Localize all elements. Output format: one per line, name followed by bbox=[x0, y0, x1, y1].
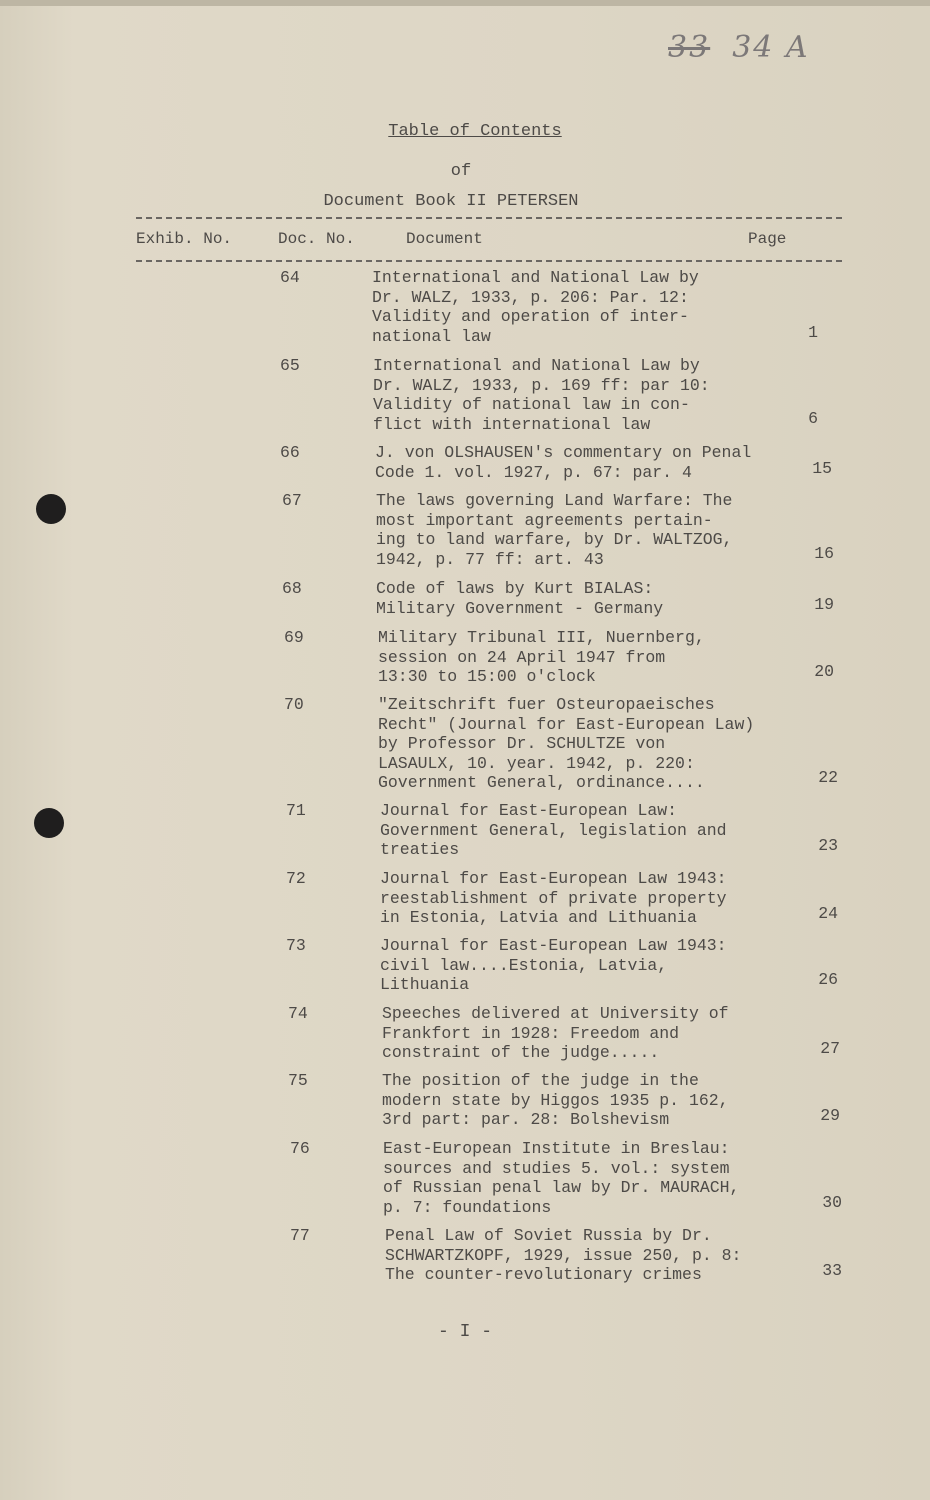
description-line: "Zeitschrift fuer Osteuropaeisches bbox=[378, 695, 715, 714]
page-ref: 33 bbox=[822, 1261, 842, 1280]
document-description bbox=[385, 1226, 845, 1285]
document-description bbox=[382, 1004, 842, 1063]
doc-number: 77 bbox=[290, 1226, 310, 1245]
col-header-exhib: Exhib. No. bbox=[136, 230, 233, 248]
page-ref: 16 bbox=[814, 544, 834, 563]
description-line: by Professor Dr. SCHULTZE von bbox=[378, 734, 666, 753]
description-line: modern state by Higgos 1935 p. 162, bbox=[382, 1090, 729, 1110]
description-line: Lithuania bbox=[380, 975, 470, 994]
doc-number: 70 bbox=[284, 695, 304, 714]
divider bbox=[136, 217, 842, 219]
document-description bbox=[382, 1071, 842, 1130]
description-line: 1942, p. 77 ff: art. 43 bbox=[376, 549, 604, 569]
description-line: Government General, ordinance.... bbox=[378, 773, 705, 792]
description-line: International and National Law by bbox=[372, 268, 699, 287]
description-line: treaties bbox=[380, 840, 460, 859]
col-header-page: Page bbox=[748, 230, 787, 248]
doc-number: 76 bbox=[290, 1139, 310, 1158]
doc-number: 75 bbox=[288, 1071, 308, 1090]
description-line: 3rd part: par. 28: Bolshevism bbox=[382, 1110, 670, 1129]
description-line: East-European Institute in Breslau: bbox=[383, 1139, 730, 1158]
page-ref: 19 bbox=[814, 595, 834, 614]
page-ref: 26 bbox=[818, 970, 838, 989]
description-line: Code of laws by Kurt BIALAS: bbox=[376, 579, 654, 598]
top-edge bbox=[0, 0, 930, 6]
document-description bbox=[373, 356, 833, 434]
page-ref: 23 bbox=[818, 836, 838, 855]
document-description bbox=[380, 801, 840, 860]
document-description bbox=[380, 869, 840, 928]
punch-hole bbox=[36, 494, 66, 524]
description-line: LASAULX, 10. year. 1942, p. 220: bbox=[378, 753, 695, 773]
document-description bbox=[378, 628, 838, 687]
page-ref: 6 bbox=[808, 409, 818, 428]
description-line: Frankfort in 1928: Freedom and bbox=[382, 1023, 680, 1043]
description-line: Penal Law of Soviet Russia by Dr. bbox=[385, 1226, 712, 1245]
doc-number: 68 bbox=[282, 579, 302, 598]
description-line: The position of the judge in the bbox=[382, 1071, 699, 1090]
description-line: J. von OLSHAUSEN's commentary on Penal bbox=[375, 443, 752, 462]
document-description bbox=[372, 268, 832, 346]
description-line: Journal for East-European Law 1943: bbox=[380, 936, 727, 955]
description-line: flict with international law bbox=[373, 414, 651, 434]
description-line: Recht" (Journal for East-European Law) bbox=[378, 714, 755, 734]
description-line: most important agreements pertain- bbox=[376, 510, 713, 530]
doc-number: 66 bbox=[280, 443, 300, 462]
page-title: Table of Contents bbox=[388, 122, 562, 141]
page-ref: 29 bbox=[820, 1106, 840, 1125]
description-line: of Russian penal law by Dr. MAURACH, bbox=[383, 1178, 740, 1197]
description-line: Government General, legislation and bbox=[380, 820, 727, 840]
divider bbox=[136, 260, 842, 262]
page-ref: 27 bbox=[820, 1039, 840, 1058]
description-line: session on 24 April 1947 from bbox=[378, 647, 666, 667]
document-description bbox=[383, 1139, 843, 1217]
doc-number: 71 bbox=[286, 801, 306, 820]
doc-number: 69 bbox=[284, 628, 304, 647]
punch-hole bbox=[34, 808, 64, 838]
description-line: Dr. WALZ, 1933, p. 169 ff: par 10: bbox=[373, 375, 710, 395]
description-line: reestablishment of private property bbox=[380, 888, 727, 908]
description-line: International and National Law by bbox=[373, 356, 700, 375]
description-line: p. 7: foundations bbox=[383, 1197, 552, 1217]
page-ref: 20 bbox=[814, 662, 834, 681]
description-line: Validity and operation of inter- bbox=[372, 307, 689, 326]
description-line: constraint of the judge..... bbox=[382, 1043, 660, 1062]
page-ref: 1 bbox=[808, 323, 818, 342]
document-description bbox=[380, 936, 840, 995]
document-description bbox=[376, 579, 836, 618]
page-ref: 30 bbox=[822, 1193, 842, 1212]
document-description bbox=[375, 443, 835, 482]
page-subtitle: Document Book II PETERSEN bbox=[323, 192, 579, 211]
doc-number: 64 bbox=[280, 268, 300, 287]
description-line: sources and studies 5. vol.: system bbox=[383, 1158, 730, 1178]
description-line: Military Government - Germany bbox=[376, 598, 664, 618]
page-ref: 24 bbox=[818, 904, 838, 923]
description-line: civil law....Estonia, Latvia, bbox=[380, 955, 668, 975]
page-ref: 15 bbox=[812, 459, 832, 478]
description-line: Code 1. vol. 1927, p. 67: par. 4 bbox=[375, 462, 692, 482]
description-line: Journal for East-European Law: bbox=[380, 801, 678, 820]
document-description bbox=[378, 695, 838, 793]
doc-number: 67 bbox=[282, 491, 302, 510]
title-of: of bbox=[450, 162, 472, 181]
doc-number: 73 bbox=[286, 936, 306, 955]
description-line: in Estonia, Latvia and Lithuania bbox=[380, 908, 697, 927]
page-footer: - I - bbox=[437, 1322, 492, 1342]
doc-number: 74 bbox=[288, 1004, 308, 1023]
doc-number: 72 bbox=[286, 869, 306, 888]
description-line: ing to land warfare, by Dr. WALTZOG, bbox=[376, 530, 733, 549]
description-line: Military Tribunal III, Nuernberg, bbox=[378, 628, 705, 647]
page-number: 34 A bbox=[732, 30, 810, 65]
description-line: national law bbox=[372, 326, 491, 346]
description-line: Journal for East-European Law 1943: bbox=[380, 869, 727, 888]
description-line: 13:30 to 15:00 o'clock bbox=[378, 667, 596, 686]
description-line: Dr. WALZ, 1933, p. 206: Par. 12: bbox=[372, 287, 689, 307]
description-line: SCHWARTZKOPF, 1929, issue 250, p. 8: bbox=[385, 1245, 742, 1265]
description-line: Speeches delivered at University of bbox=[382, 1004, 729, 1023]
handwritten-page-number bbox=[668, 30, 810, 65]
description-line: Validity of national law in con- bbox=[373, 395, 690, 414]
description-line: The counter-revolutionary crimes bbox=[385, 1265, 702, 1284]
document-description bbox=[376, 491, 836, 569]
col-header-doc-no: Doc. No. bbox=[278, 230, 355, 248]
doc-number: 65 bbox=[280, 356, 300, 375]
col-header-document: Document bbox=[406, 230, 483, 248]
struck-number: 33 bbox=[668, 30, 711, 65]
description-line: The laws governing Land Warfare: The bbox=[376, 491, 733, 510]
page-ref: 22 bbox=[818, 768, 838, 787]
